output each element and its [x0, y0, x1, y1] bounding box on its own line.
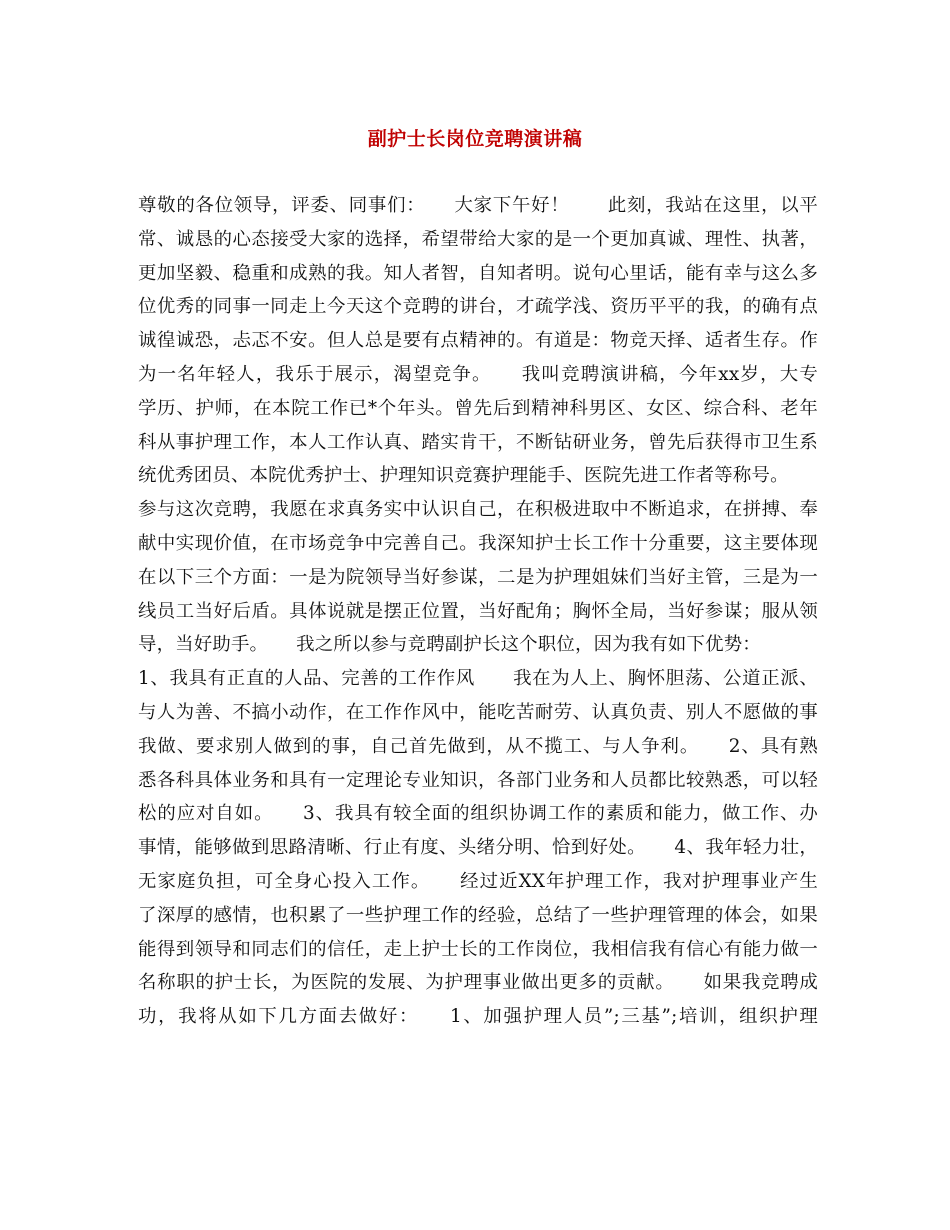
text-line: 无家庭负担，可全身心投入工作。 经过近XX年护理工作，我对护理事业产生: [138, 870, 818, 892]
text-line: 统优秀团员、本院优秀护士、护理知识竞赛护理能手、医院先进工作者等称号。: [138, 465, 789, 487]
text-line: 参与这次竞聘，我愿在求真务实中认识自己，在积极进取中不断追求，在拼搏、奉: [138, 499, 818, 521]
text-line: 为一名年轻人，我乐于展示，渴望竞争。 我叫竞聘演讲稿，今年xx岁，大专: [138, 363, 818, 385]
text-line: 尊敬的各位领导，评委、同事们： 大家下午好！ 此刻，我站在这里，以平: [138, 195, 818, 216]
text-line: 悉各科具体业务和具有一定理论专业知识，各部门业务和人员都比较熟悉，可以轻: [138, 769, 818, 791]
text-line: 与人为善、不搞小动作，在工作作风中，能吃苦耐劳、认真负责、别人不愿做的事: [138, 701, 818, 723]
text-line: 事情，能够做到思路清晰、行止有度、头绪分明、恰到好处。 4、我年轻力壮，: [138, 837, 818, 859]
text-line: 更加坚毅、稳重和成熟的我。知人者智，自知者明。说句心里话，能有幸与这么多: [138, 262, 818, 284]
text-line: 松的应对自如。 3、我具有较全面的组织协调工作的素质和能力，做工作、办: [138, 803, 818, 825]
text-line: 导，当好助手。 我之所以参与竞聘副护长这个职位，因为我有如下优势：: [138, 634, 761, 656]
text-line: 了深厚的感情，也积累了一些护理工作的经验，总结了一些护理管理的体会，如果: [138, 904, 818, 926]
text-line: 位优秀的同事一同走上今天这个竞聘的讲台，才疏学浅、资历平平的我，的确有点: [138, 296, 818, 318]
text-line: 功，我将从如下几方面去做好： 1、加强护理人员”;三基”;培训，组织护理: [138, 1006, 818, 1028]
text-line: 能得到领导和同志们的信任，走上护士长的工作岗位，我相信我有信心有能力做一: [138, 938, 818, 960]
text-line: 献中实现价值，在市场竞争中完善自己。我深知护士长工作十分重要，这主要体现: [138, 532, 818, 554]
text-line: 诚徨诚恐，忐忑不安。但人总是要有点精神的。有道是：物竞天择、适者生存。作: [138, 330, 818, 352]
page-title: 副护士长岗位竞聘演讲稿: [367, 128, 583, 150]
text-line: 我做、要求别人做到的事，自己首先做到，从不揽工、与人争利。 2、具有熟: [138, 735, 818, 757]
text-line: 常、诚恳的心态接受大家的选择，希望带给大家的是一个更加真诚、理性、执著，: [138, 228, 818, 250]
text-line: 科从事护理工作，本人工作认真、踏实肯干，不断钻研业务，曾先后获得市卫生系: [138, 431, 818, 453]
text-line: 学历、护师，在本院工作已*个年头。曾先后到精神科男区、女区、综合科、老年: [138, 397, 818, 419]
text-line: 名称职的护士长，为医院的发展、为护理事业做出更多的贡献。 如果我竞聘成: [138, 972, 818, 994]
text-line: 线员工当好后盾。具体说就是摆正位置，当好配角；胸怀全局，当好参谋；服从领: [138, 600, 818, 622]
text-line: 在以下三个方面：一是为院领导当好参谋，二是为护理姐妹们当好主管，三是为一: [138, 566, 818, 588]
text-line: 1、我具有正直的人品、完善的工作作风 我在为人上、胸怀胆荡、公道正派、: [138, 668, 818, 690]
speech-body-text: [138, 189, 818, 1034]
